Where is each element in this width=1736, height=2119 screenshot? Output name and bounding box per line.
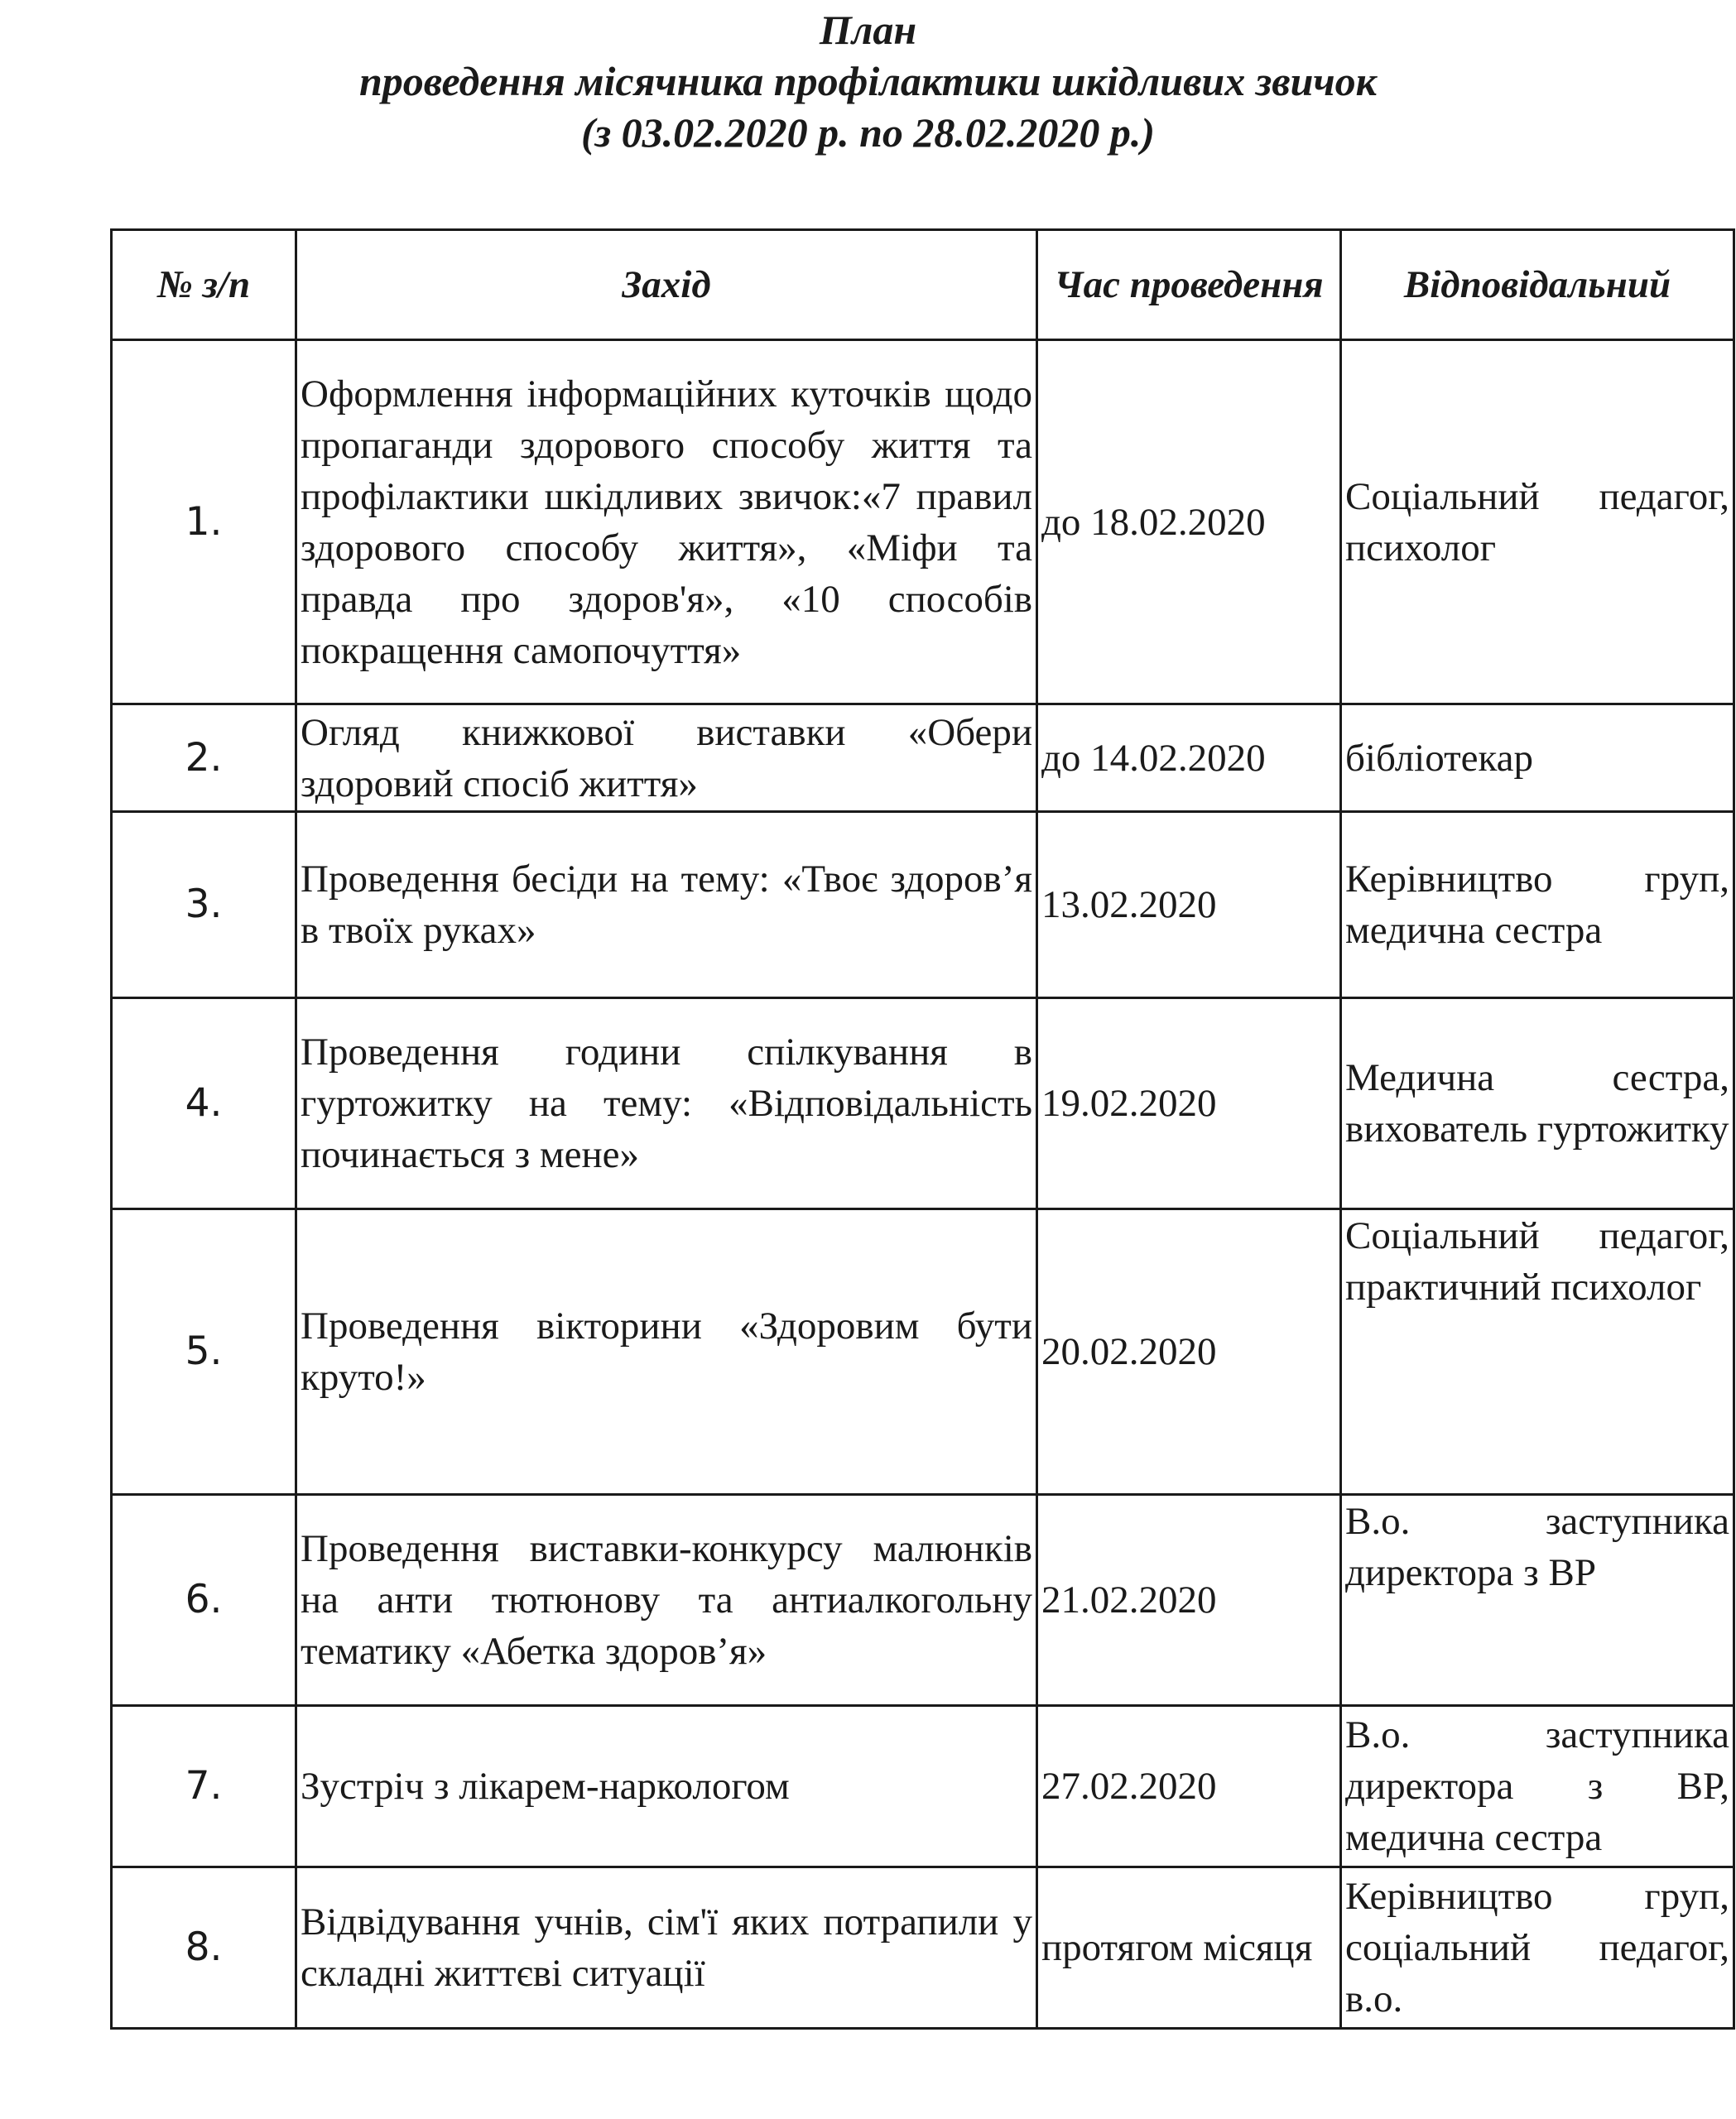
row-time: 19.02.2020 [1037,998,1341,1209]
row-number: 2. [112,704,296,812]
row-number: 5. [112,1209,296,1495]
row-time: протягом місяця [1037,1867,1341,2029]
table-header-row [112,230,1734,340]
table-row [112,704,1734,812]
header-responsible: Відповідальний [1341,230,1734,340]
row-event: Проведення бесіди на тему: «Твоє здоров’я в твоїх руках» [296,812,1037,998]
table-row [112,340,1734,704]
document-period: (з 03.02.2020 р. по 28.02.2020 р.) [580,109,1156,156]
header-time: Час проведення [1037,230,1341,340]
row-time: до 14.02.2020 [1037,704,1341,812]
row-responsible: В.о. заступника директора з ВР, медична сестра [1341,1706,1734,1867]
row-time: 27.02.2020 [1037,1706,1341,1867]
row-number: 6. [112,1495,296,1706]
row-responsible: Керівництво груп, соціальний педагог, в.о. [1341,1867,1734,2029]
table-row [112,1209,1734,1495]
document-title: План [819,7,917,53]
row-time: 21.02.2020 [1037,1495,1341,1706]
row-responsible: Соціальний педагог, психолог [1341,340,1734,704]
row-responsible: Медична сестра, вихователь гуртожитку [1341,998,1734,1209]
row-responsible: бібліотекар [1341,704,1734,812]
row-number: 3. [112,812,296,998]
header-event: Захід [296,230,1037,340]
table-row [112,998,1734,1209]
table-row [112,1495,1734,1706]
header-number: № з/п [112,230,296,340]
row-time: до 18.02.2020 [1037,340,1341,704]
table-row [112,812,1734,998]
table-row [112,1706,1734,1867]
row-event: Проведення вікторини «Здоровим бути круто!» [296,1209,1037,1495]
row-event: Проведення години спілкування в гуртожитку на тему: «Відповідальність починається з мене» [296,998,1037,1209]
row-responsible: Соціальний педагог, практичний психолог [1341,1209,1734,1495]
row-event: Відвідування учнів, сім'ї яких потрапили у складні життєві ситуації [296,1867,1037,2029]
row-time: 20.02.2020 [1037,1209,1341,1495]
row-responsible: Керівництво груп, медична сестра [1341,812,1734,998]
row-number: 4. [112,998,296,1209]
row-number: 7. [112,1706,296,1867]
row-event: Проведення виставки-конкурсу малюнків на анти тютюнову та антиалкогольну тематику «Абетка здоров’я» [296,1495,1037,1706]
row-event: Огляд книжкової виставки «Обери здоровий спосіб життя» [296,704,1037,812]
row-event: Зустріч з лікарем-наркологом [296,1706,1037,1867]
row-number: 1. [112,340,296,704]
row-time: 13.02.2020 [1037,812,1341,998]
document-subtitle: проведення місячника профілактики шкідливих звичок [359,58,1377,104]
row-number: 8. [112,1867,296,2029]
plan-table [110,228,1735,2030]
row-responsible: В.о. заступника директора з ВР [1341,1495,1734,1706]
table-row [112,1867,1734,2029]
row-event: Оформлення інформаційних куточків щодо пропаганди здорового способу життя та профілактики шкідливих звичок:«7 правил здорового способу життя», «Міфи та правда про здоров'я», «10 способів покращення самопочуття» [296,340,1037,704]
